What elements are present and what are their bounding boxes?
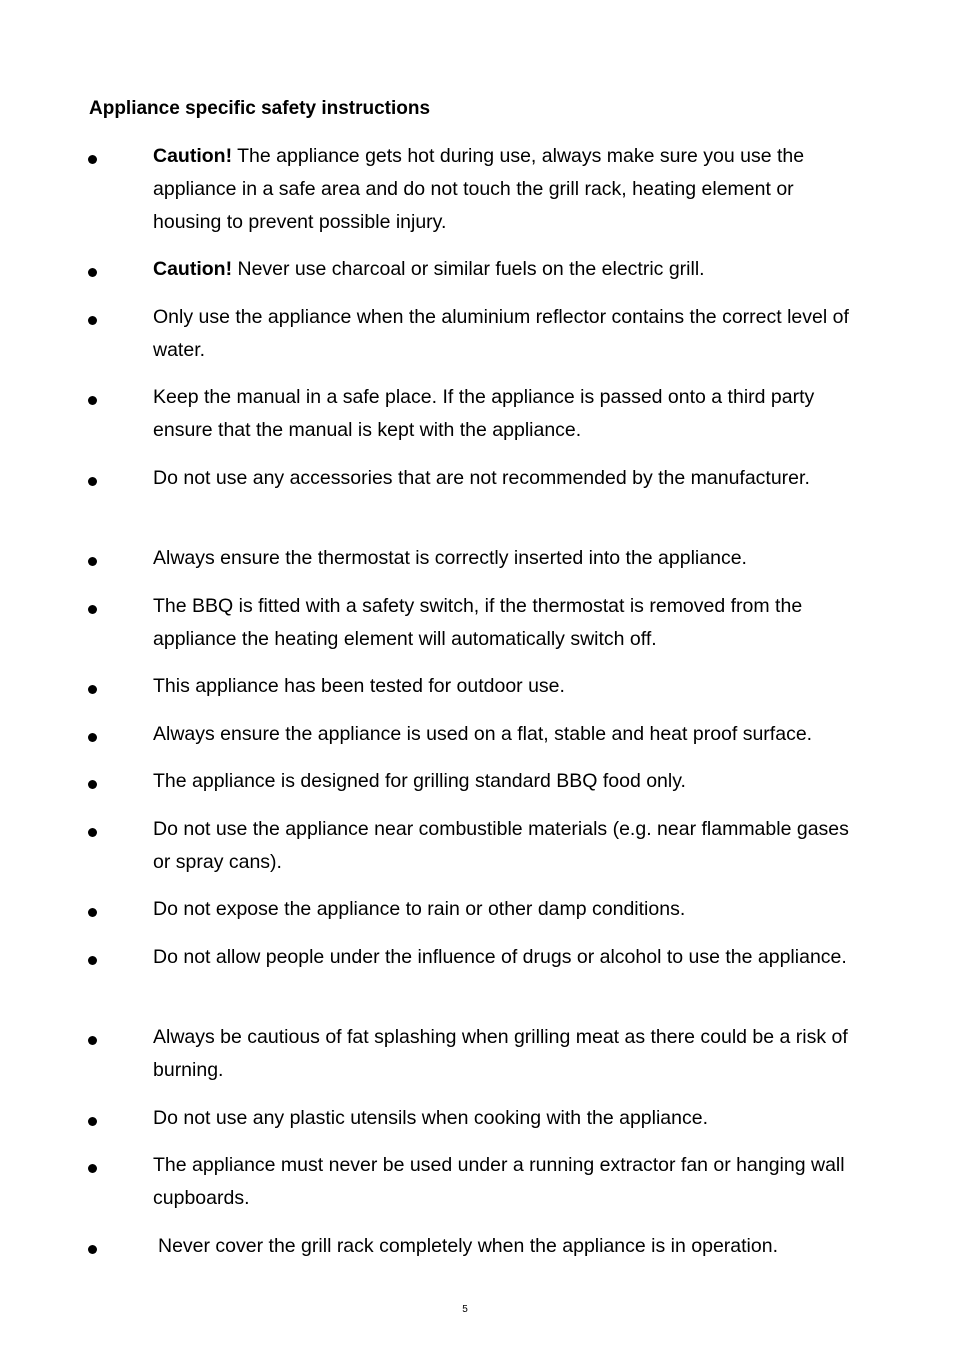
- bullet-icon: [88, 557, 97, 566]
- list-item-text: [153, 590, 863, 656]
- instruction-text: This appliance has been tested for outdoor use.: [153, 675, 565, 697]
- instruction-text: Only use the appliance when the aluminium reflector contains the correct level of water.: [153, 306, 849, 361]
- list-item-text: [158, 1230, 868, 1263]
- bullet-icon: [88, 1117, 97, 1126]
- list-item-text: [153, 381, 863, 447]
- list-item-text: [153, 462, 863, 495]
- bullet-icon: [88, 605, 97, 614]
- instruction-text: Do not use any accessories that are not recommended by the manufacturer.: [153, 467, 810, 489]
- instruction-text: Do not allow people under the influence of drugs or alcohol to use the appliance.: [153, 946, 847, 968]
- bullet-icon: [88, 155, 97, 164]
- caution-label: Caution!: [153, 258, 233, 280]
- bullet-icon: [88, 685, 97, 694]
- bullet-icon: [88, 828, 97, 837]
- instruction-text: Always ensure the thermostat is correctly inserted into the appliance.: [153, 547, 747, 569]
- instruction-text: Do not use any plastic utensils when cooking with the appliance.: [153, 1107, 708, 1129]
- bullet-icon: [88, 477, 97, 486]
- instruction-text: The BBQ is fitted with a safety switch, if the thermostat is removed from the appliance the heating element will automatically switch off.: [153, 595, 803, 650]
- list-item-text: [153, 301, 863, 367]
- list-item-text: [153, 893, 863, 926]
- instruction-text: Do not expose the appliance to rain or other damp conditions.: [153, 898, 686, 920]
- bullet-icon: [88, 1164, 97, 1173]
- instruction-text: The appliance gets hot during use, always make sure you use the appliance in a safe area and do not touch the grill rack, heating element or housing to prevent possible injury.: [153, 145, 805, 233]
- bullet-icon: [88, 1036, 97, 1045]
- bullet-icon: [88, 908, 97, 917]
- bullet-icon: [88, 1245, 97, 1254]
- bullet-icon: [88, 268, 97, 277]
- instruction-text: The appliance must never be used under a running extractor fan or hanging wall cupboards.: [153, 1154, 845, 1209]
- list-item-text: [153, 718, 863, 751]
- list-item-text: [153, 1102, 863, 1135]
- instruction-text: Never use charcoal or similar fuels on the electric grill.: [232, 258, 705, 280]
- instruction-text: The appliance is designed for grilling standard BBQ food only.: [153, 770, 686, 792]
- page-number: 5: [462, 1304, 468, 1315]
- instruction-text: Always be cautious of fat splashing when grilling meat as there could be a risk of burning.: [153, 1026, 848, 1081]
- bullet-icon: [88, 956, 97, 965]
- instruction-text: Never cover the grill rack completely when the appliance is in operation.: [158, 1235, 778, 1257]
- list-item-text: [153, 542, 863, 575]
- instruction-text: Do not use the appliance near combustible materials (e.g. near flammable gases or spray cans).: [153, 818, 849, 873]
- bullet-icon: [88, 780, 97, 789]
- list-item-text: [153, 1149, 863, 1215]
- list-item-text: [153, 140, 863, 239]
- list-item-text: [153, 941, 863, 974]
- list-item-text: [153, 765, 863, 798]
- bullet-icon: [88, 316, 97, 325]
- bullet-icon: [88, 733, 97, 742]
- list-item-text: [153, 670, 863, 703]
- section-heading: Appliance specific safety instructions: [89, 98, 431, 119]
- list-item-text: [153, 253, 863, 286]
- instruction-text: Keep the manual in a safe place. If the appliance is passed onto a third party ensure that the manual is kept with the appliance.: [153, 386, 815, 441]
- bullet-icon: [88, 396, 97, 405]
- caution-label: Caution!: [153, 145, 233, 167]
- instruction-text: Always ensure the appliance is used on a flat, stable and heat proof surface.: [153, 723, 813, 745]
- list-item-text: [153, 1021, 863, 1087]
- list-item-text: [153, 813, 863, 879]
